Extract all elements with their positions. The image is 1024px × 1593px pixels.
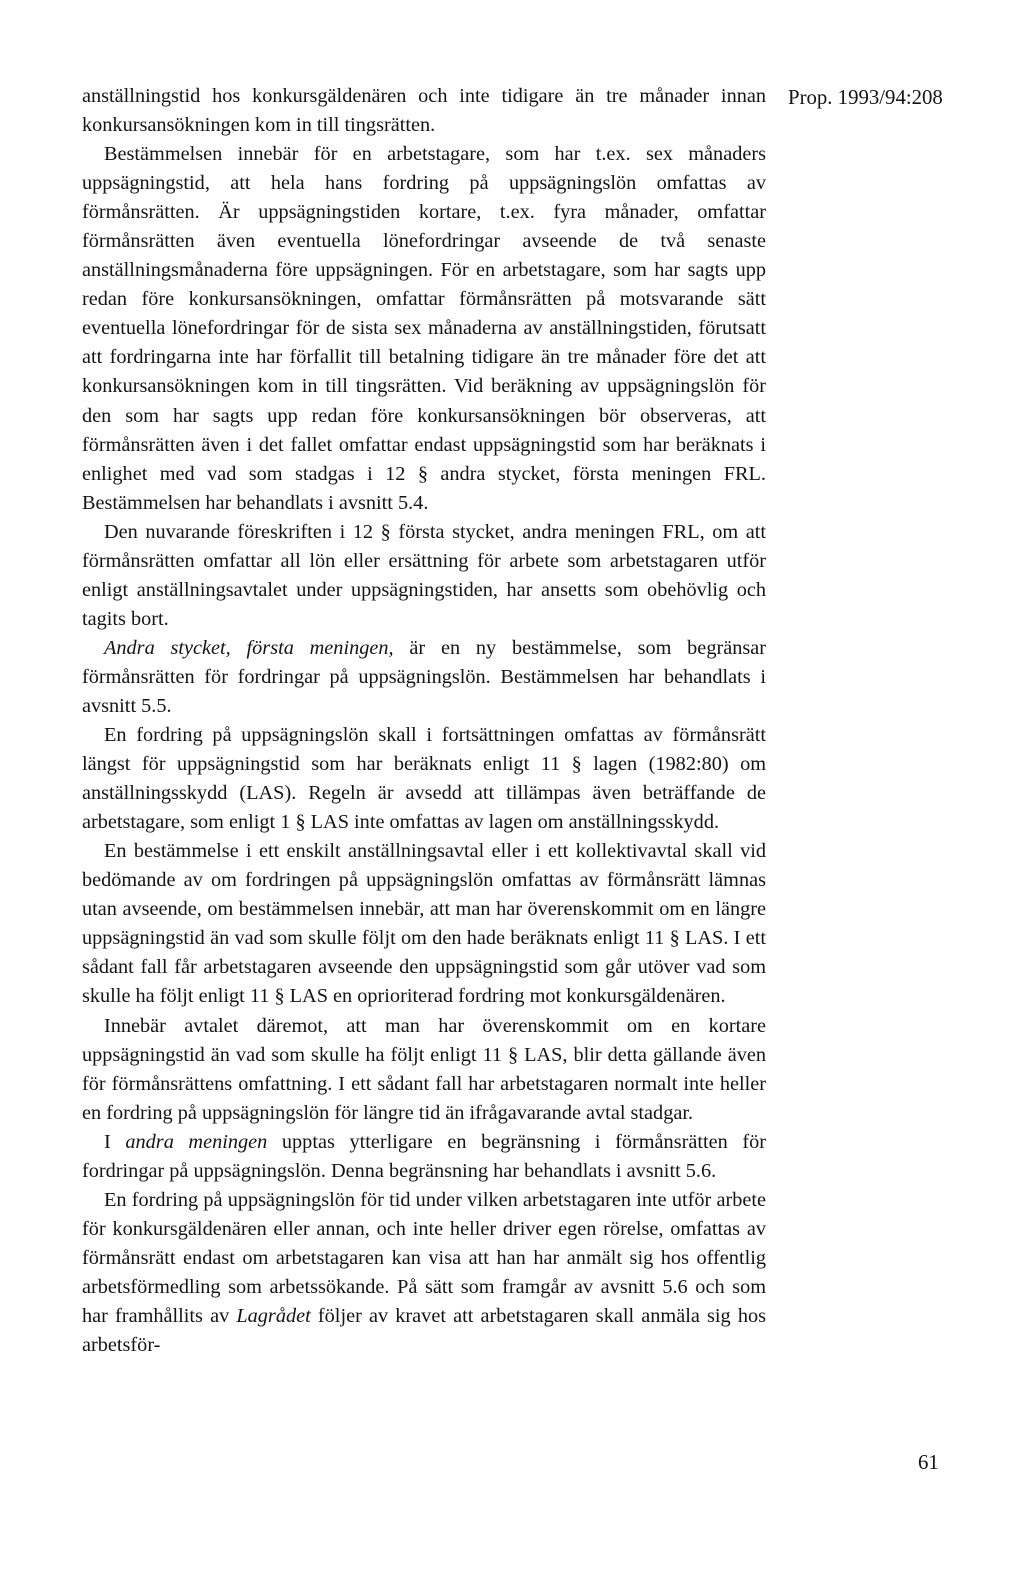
paragraph-italic-term: Lagrådet — [236, 1304, 311, 1327]
paragraph-text: En bestämmelse i ett enskilt anställningsavtal eller i ett kollektivavtal skall vid bedömande av om fordringen på uppsägningslön omfattas av förmånsrätt lämnas utan avseende, om bestämmelsen innebär, att man har överenskommit om en längre uppsägningstid än vad som skulle följt om den hade beräknats enligt 11 § LAS. I ett sådant fall får arbetstagaren avseende den uppsägningstid som går utöver vad som skulle ha följt enligt 11 § LAS en oprioriterad fordring mot konkursgäldenären. — [82, 840, 766, 1008]
page-number: 61 — [918, 1451, 939, 1474]
body-text — [82, 82, 766, 1360]
paragraph-text: är en ny bestämmelse, som begränsar förmånsrätten för fordringar på uppsägningslön. Bestämmelsen har behandlats i avsnitt 5.5. — [82, 636, 766, 717]
paragraph-text-tail: följer av kravet att arbetstagaren skall anmäla sig hos arbetsför- — [82, 1304, 766, 1357]
paragraph-italic-term: andra meningen — [125, 1130, 268, 1153]
paragraph-text: En fordring på uppsägningslön för tid under vilken arbetstagaren inte utför arbete för konkursgäldenären eller annan, och inte heller driver egen rörelse, omfattas av förmånsrätt endast om arbetstagaren kan visa att han har anmält sig hos offentlig arbetsförmedling som arbetssökande. På sätt som framgår av avsnitt 5.6 och som har framhållits av — [82, 1188, 766, 1327]
paragraph — [82, 518, 766, 634]
paragraph-text: En fordring på uppsägningslön skall i fortsättningen omfattas av förmånsrätt längst för uppsägningstid som har beräknats enligt 11 § lagen (1982:80) om anställningsskydd (LAS). Regeln är avsedd att tillämpas även beträffande de arbetstagare, som enligt 1 § LAS inte omfattas av lagen om anställningsskydd. — [82, 724, 766, 834]
paragraph-text: Den nuvarande föreskriften i 12 § första stycket, andra meningen FRL, om att förmånsrätten omfattar all lön eller ersättning för arbete som arbetstagaren utför enligt anställningsavtalet under uppsägningstiden, har ansetts som obehövlig och tagits bort. — [82, 520, 766, 630]
paragraph — [82, 837, 766, 1011]
paragraph-italic-lead: Andra stycket, första meningen, — [104, 636, 394, 659]
paragraph — [82, 1012, 766, 1128]
paragraph — [82, 1186, 766, 1360]
paragraph — [82, 721, 766, 837]
paragraph-text: anställningstid hos konkursgäldenären och inte tidigare än tre månader innan konkursansökningen kom in till tingsrätten. — [82, 85, 766, 137]
paragraph-text-pre: I — [104, 1130, 126, 1153]
paragraph — [82, 1128, 766, 1186]
paragraph-text: upptas ytterligare en begränsning i förmånsrätten för fordringar på uppsägningslön. Denna begränsning har behandlats i avsnitt 5.6. — [82, 1130, 767, 1182]
margin-reference: Prop. 1993/94:208 — [788, 86, 943, 109]
paragraph-text: Bestämmelsen innebär för en arbetstagare, som har t.ex. sex månaders uppsägningstid, att hela hans fordring på uppsägningslön omfattas av förmånsrätten. Är uppsägningstiden kortare, t.ex. fyra månader, omfattar förmånsrätten även eventuella lönefordringar avseende de två senaste anställningsmånaderna före uppsägningen. För en arbetstagare, som har sagts upp redan före konkursansökningen, omfattar förmånsrätten på motsvarande sätt eventuella lönefordringar för de sista sex månaderna av anställningstiden, förutsatt att fordringarna inte har förfallit till betalning tidigare än tre månader före det att konkursansökningen kom in till tingsrätten. Vid beräkning av uppsägningslön för den som har sagts upp redan före konkursansökningen bör observeras, att förmånsrätten även i det fallet omfattar endast uppsägningstid som har beräknats i enlighet med vad som stadgas i 12 § andra stycket, första meningen FRL. Bestämmelsen har behandlats i avsnitt 5.4. — [82, 143, 766, 514]
paragraph-continuation — [82, 82, 766, 140]
paragraph — [82, 634, 766, 721]
paragraph — [82, 140, 766, 518]
paragraph-text: Innebär avtalet däremot, att man har överenskommit om en kortare uppsägningstid än vad som skulle ha följt enligt 11 § LAS, blir detta gällande även för förmånsrättens omfattning. I ett sådant fall har arbetstagaren normalt inte heller en fordring på uppsägningslön för längre tid än ifrågavarande avtal stadgar. — [82, 1014, 766, 1124]
